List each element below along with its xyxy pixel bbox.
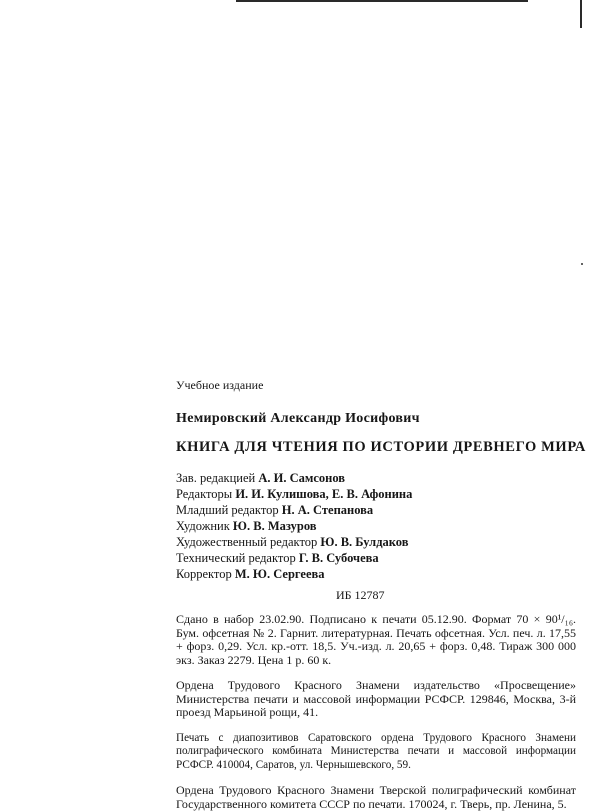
printer-diapositives-info: Печать с диапозитивов Саратовского ордена Трудового Красного Знамени полиграфического комбината Министерства печати и массовой информации РСФСР. 410004, Саратов, ул. Чернышевского, 59. [176,731,576,771]
staff-row [176,502,576,518]
staff-row [176,534,576,550]
staff-name: Ю. В. Булдаков [320,535,409,549]
scan-edge-line-top [236,0,528,2]
publisher-info: Ордена Трудового Красного Знамени издательство «Просвещение» Министерства печати и массовой информации РСФСР. 129846, Москва, 3-й проезд Марьиной рощи, 41. [176,678,576,719]
book-title: КНИГА ДЛЯ ЧТЕНИЯ ПО ИСТОРИИ ДРЕВНЕГО МИРА [176,439,586,455]
staff-name: М. Ю. Сергеева [234,567,325,581]
staff-name: А. И. Самсонов [258,471,346,485]
scan-edge-line-right [580,0,582,28]
staff-row [176,566,576,582]
staff-role: Младший редактор [176,503,279,517]
staff-name: И. И. Кулишова, Е. В. Афонина [235,487,413,501]
staff-name: Н. А. Степанова [281,503,374,517]
author-name: Немировский Александр Иосифович [176,411,420,426]
scan-speck [581,263,583,265]
staff-role: Технический редактор [176,551,296,565]
staff-name: Г. В. Субочева [298,551,379,565]
staff-row [176,486,576,502]
series-label: Учебное издание [176,378,264,392]
staff-role: Художник [176,519,230,533]
staff-row [176,518,576,534]
staff-name: Ю. В. Мазуров [232,519,317,533]
print-details: Сдано в набор 23.02.90. Подписано к печати 05.12.90. Формат 70 × 90¹/₁₆. Бум. офсетная № 2. Гарнит. литературная. Печать офсетная. Усл. печ. л. 17,55 + форз. 0,29. Усл. кр.-отт. 18,5. Уч.-изд. л. 20,65 + форз. 0,48. Тираж 300 000 экз. Заказ 2279. Цена 1 р. 60 к. [176,612,576,667]
ib-number: ИБ 12787 [336,588,385,602]
printer-plant-info: Ордена Трудового Красного Знамени Тверской полиграфический комбинат Государственного комитета СССР по печати. 170024, г. Тверь, пр. Ленина, 5. [176,783,576,811]
staff-role: Зав. редакцией [176,471,256,485]
editorial-staff-list [176,470,576,582]
staff-row [176,470,576,486]
staff-row [176,550,576,566]
imprint-block [176,370,586,811]
staff-role: Редакторы [176,487,233,501]
staff-role: Художественный редактор [176,535,318,549]
staff-role: Корректор [176,567,232,581]
